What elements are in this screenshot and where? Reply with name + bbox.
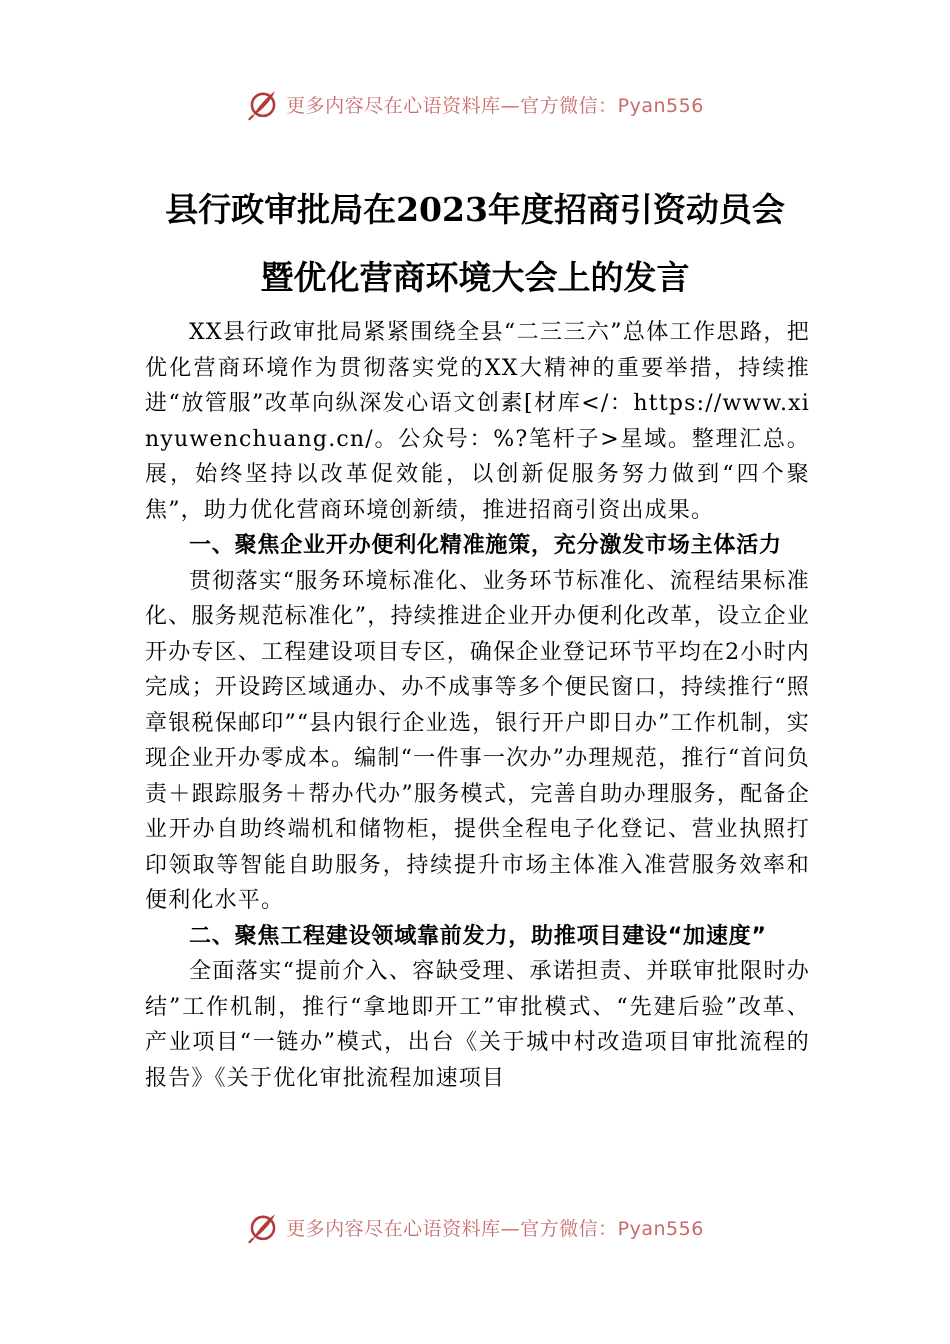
quill-pen-logo-icon [246, 87, 280, 121]
section1-paragraph: 贯彻落实“服务环境标准化、业务环节标准化、流程结果标准化、服务规范标准化”，持续推进企业开办便利化改革，设立企业开办专区、工程建设项目专区，确保企业登记环节平均在2小时内完成；开设跨区域通办、办不成事等多个便民窗口，持续推行“照章银税保邮印”“县内银行企业选，银行开户即日办”工作机制，实现企业开办零成本。编制“一件事一次办”办理规范，推行“首问负责＋跟踪服务＋帮办代办”服务模式，完善自助办理服务，配备企业开办自助终端机和储物柜，提供全程电子化登记、营业执照打印领取等智能自助服务，持续提升市场主体准入准营服务效率和便利化水平。 [145, 568, 810, 913]
quill-pen-logo-icon [246, 1210, 280, 1244]
section2-heading: 二、聚焦工程建设领域靠前发力，助推项目建设“加速度” [189, 923, 767, 949]
section1-heading: 一、聚焦企业开办便利化精准施策，充分激发市场主体活力 [189, 533, 782, 558]
watermark-text: 更多内容尽在心语资料库—官方微信：Pyan556 [286, 1217, 704, 1240]
document-title-line2: 暨优化营商环境大会上的发言 [260, 258, 690, 297]
header-watermark [0, 84, 950, 124]
footer-watermark [0, 1202, 950, 1246]
intro-paragraph: XX县行政审批局紧紧围绕全县“二三三六”总体工作思路，把优化营商环境作为贯彻落实党的XX大精神的重要举措，持续推进“放管服”改革向纵深发心语文创素[材库</：https://www.xinyuwenchuang.cn/。公众号：%?笔杆子>星域。整理汇总。展，始终坚持以改革促效能，以创新促服务努力做到“四个聚焦”，助力优化营商环境创新绩，推进招商引资出成果。 [145, 320, 810, 523]
section2-paragraph: 全面落实“提前介入、容缺受理、承诺担责、并联审批限时办结”工作机制，推行“拿地即开工”审批模式、“先建后验”改革、产业项目“一链办”模式，出台《关于城中村改造项目审批流程的报告》《关于优化审批流程加速项目 [145, 959, 810, 1091]
document-body [145, 315, 810, 1096]
watermark-text: 更多内容尽在心语资料库—官方微信：Pyan556 [286, 94, 704, 117]
document-title-line1: 县行政审批局在2023年度招商引资动员会 [165, 190, 785, 229]
